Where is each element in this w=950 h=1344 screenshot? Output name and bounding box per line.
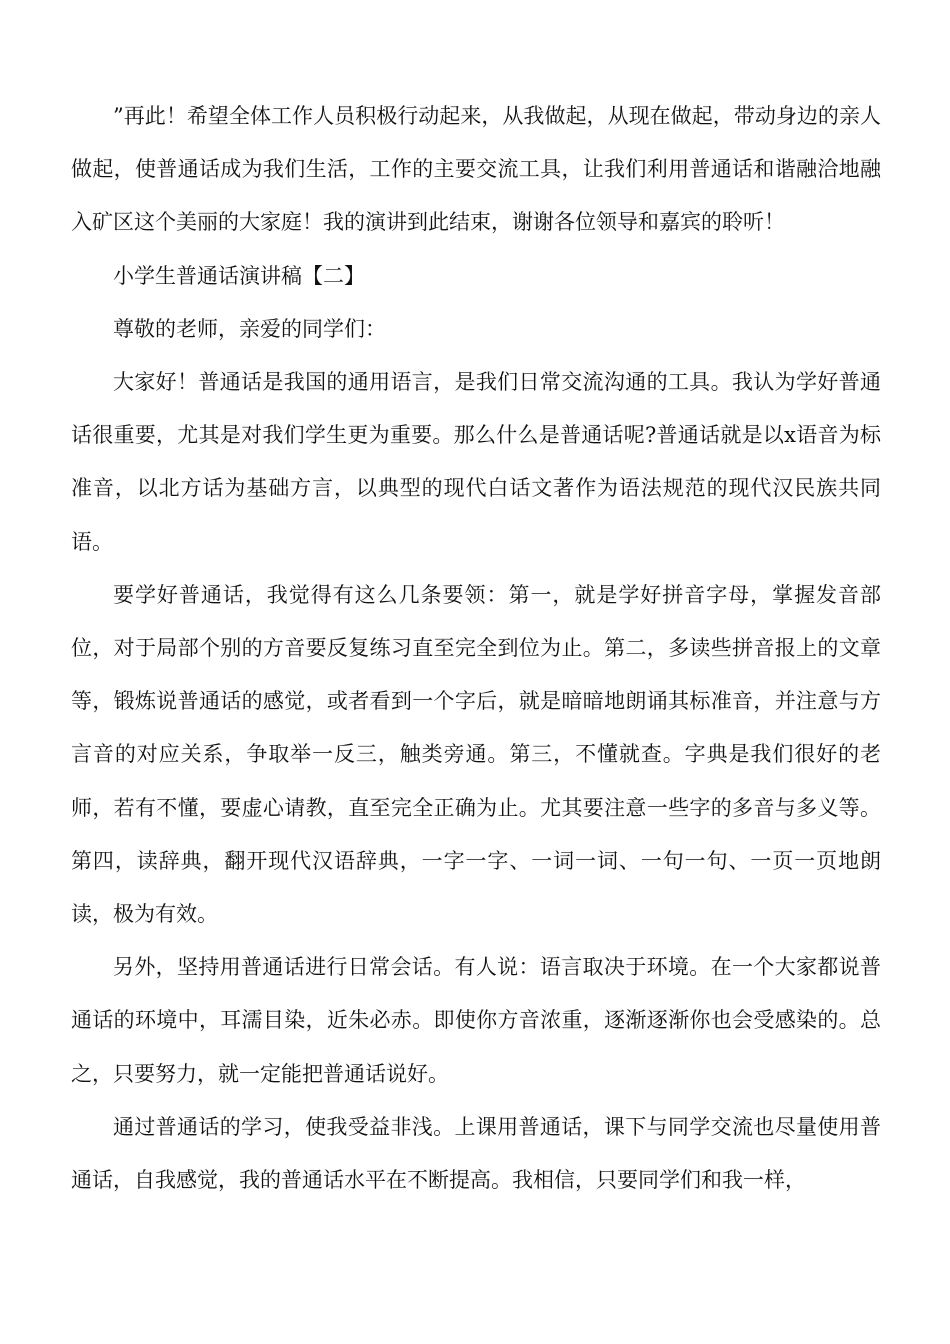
paragraph-study-tips: 要学好普通话，我觉得有这么几条要领：第一，就是学好拼音字母，掌握发音部位，对于局部个别的方音要反复练习直至完全到位为止。第二，多读些拼音报上的文章等，锻炼说普通话的感觉，或者看到一个字后，就是暗暗地朗诵其标准音，并注意与方言音的对应关系，争取举一反三，触类旁通。第三，不懂就查。字典是我们很好的老师，若有不懂，要虚心请教，直至完全正确为止。尤其要注意一些字的多音与多义等。第四，读辞典，翻开现代汉语辞典，一字一字、一词一词、一句一句、一页一页地朗读，极为有效。	[71, 582, 881, 927]
paragraph-benefits: 通过普通话的学习，使我受益非浅。上课用普通话，课下与同学交流也尽量使用普通话，自我感觉，我的普通话水平在不断提高。我相信，只要同学们和我一样，	[71, 1114, 881, 1193]
section-heading: 小学生普通话演讲稿【二】	[113, 263, 365, 288]
salutation: 尊敬的老师，亲爱的同学们：	[113, 316, 386, 341]
paragraph-introduction: 大家好！普通话是我国的通用语言，是我们日常交流沟通的工具。我认为学好普通话很重要，尤其是对我们学生更为重要。那么什么是普通话呢?普通话就是以x语音为标准音，以北方话为基础方言，以典型的现代白话文著作为语法规范的现代汉民族共同语。	[71, 370, 881, 554]
paragraph-daily-conversation: 另外，坚持用普通话进行日常会话。有人说：语言取决于环境。在一个大家都说普通话的环境中，耳濡目染，近朱必赤。即使你方音浓重，逐渐逐渐你也会受感染的。总之，只要努力，就一定能把普通话说好。	[71, 955, 881, 1086]
paragraph-closing-remarks: ”再此！希望全体工作人员积极行动起来，从我做起，从现在做起，带动身边的亲人做起，使普通话成为我们生活，工作的主要交流工具，让我们利用普通话和谐融洽地融入矿区这个美丽的大家庭！我的演讲到此结束，谢谢各位领导和嘉宾的聆听！	[71, 104, 881, 235]
document-body	[71, 90, 881, 1207]
